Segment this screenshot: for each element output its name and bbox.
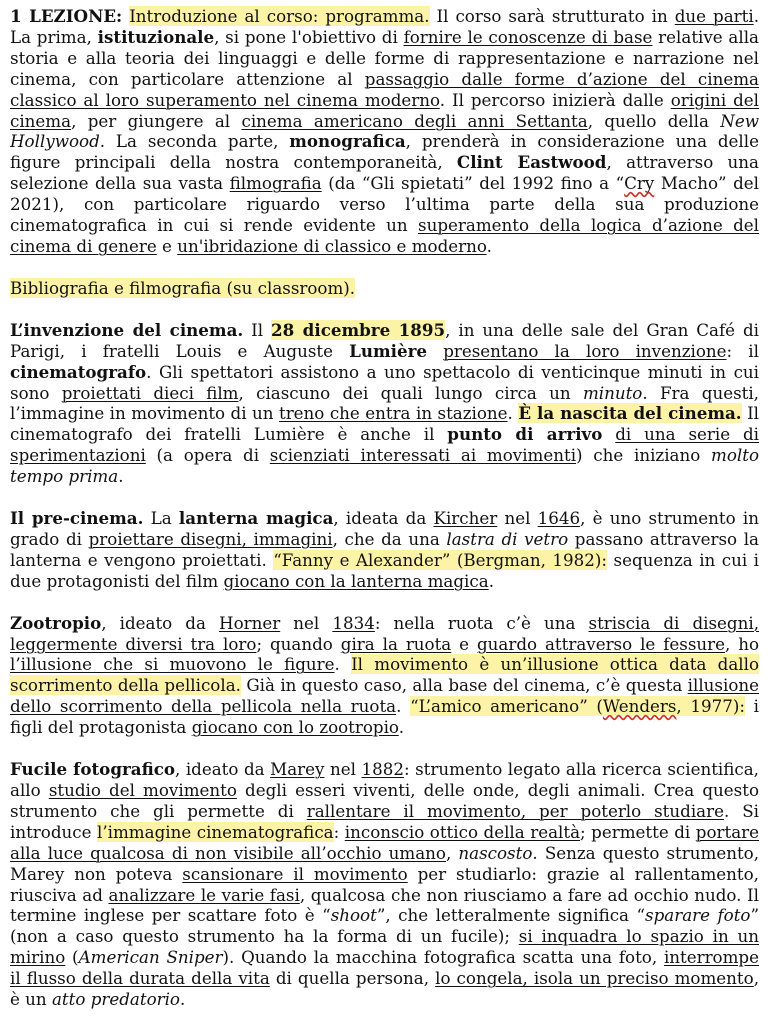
paragraph-bibliografia: [10, 278, 759, 299]
section-heading: L’invenzione del cinema.: [10, 319, 244, 340]
highlight-date: 28 dicembre 1895: [271, 319, 446, 340]
highlight-illusione: Il movimento è un’illusione ottica data dallo scorrimento della pellicola.: [10, 654, 760, 696]
paragraph-invenzione: L’invenzione del cinema. Il 28 dicembre 1895, in una delle sale del Gran Café di Parigi, i fratelli Louis e Auguste Lumière presentano la loro invenzione: il cinematografo. Gli spettatori assistono a uno spettacolo di venticinque minuti in cui sono proiettati dieci film, ciascuno dei quali lungo circa un minuto. Fra questi, l’immagine in movimento di un treno che entra in stazione. È la nascita del cinema. Il cinematografo dei fratelli Lumière è anche il punto di arrivo di una serie di sperimentazioni (a opera di scienziati interessati ai movimenti) che iniziano molto tempo prima.: [10, 319, 760, 487]
paragraph-zootropio: Zootropio, ideato da Horner nel 1834: nella ruota c’è una striscia di disegni, leggermente diversi tra loro; quando gira la ruota e guardo attraverso le fessure, ho l’illusione che si muovono le figure. Il movimento è un’illusione ottica data dallo scorrimento della pellicola. Già in questo caso, alla base del cinema, c’è questa illusione dello scorrimento della pellicola nella ruota. “L’amico americano” (Wenders, 1977): i figli del protagonista giocano con lo zootropio.: [10, 612, 760, 738]
lesson-label: 1 LEZIONE:: [10, 6, 123, 26]
highlight-film-reference: “L’amico americano” (Wenders, 1977):: [410, 696, 745, 717]
section-heading: Zootropio: [10, 612, 102, 633]
highlight-nascita: È la nascita del cinema.: [518, 403, 742, 424]
section-heading: Fucile fotografico: [10, 759, 176, 780]
paragraph-lezione: 1 LEZIONE: Introduzione al corso: programma. Il corso sarà strutturato in due parti. La prima, istituzionale, si pone l'obiettivo di fornire le conoscenze di base relative alla storia e alla teoria dei linguaggi e delle forme di rappresentazione e narrazione nel cinema, con particolare attenzione al passaggio dalle forme d’azione del cinema classico al loro superamento nel cinema moderno. Il percorso inizierà dalle origini del cinema, per giungere al cinema americano degli anni Settanta, quello della New Hollywood. La seconda parte, monografica, prenderà in considerazione una delle figure principali della nostra contemporaneità, Clint Eastwood, attraverso una selezione della sua vasta filmografia (da “Gli spietati” del 1992 fino a “Cry Macho” del 2021), con particolare riguardo verso l’ultima parte della sua produzione cinematografica in cui si rende evidente un superamento della logica d’azione del cinema di genere e un'ibridazione di classico e moderno.: [10, 6, 759, 256]
section-heading: Il pre-cinema.: [10, 508, 144, 529]
highlight-bibliografia: Bibliografia e filmografia (su classroom).: [10, 277, 356, 298]
highlight-film-reference: “Fanny e Alexander” (Bergman, 1982):: [273, 549, 608, 570]
paragraph-fucile: Fucile fotografico, ideato da Marey nel 1882: strumento legato alla ricerca scientifica, allo studio del movimento degli esseri viventi, delle onde, degli animali. Crea questo strumento che gli permette di rallentare il movimento, per poterlo studiare. Si introduce l’immagine cinematografica: inconscio ottico della realtà; permette di portare alla luce qualcosa di non visibile all’occhio umano, nascosto. Senza questo strumento, Marey non poteva scansionare il movimento per studiarlo: grazie al rallentamento, riusciva ad analizzare le varie fasi, qualcosa che non riusciamo a fare ad occhio nudo. Il termine inglese per scattare foto è “shoot”, che letteralmente significa “sparare foto” (non a caso questo strumento ha la forma di un fucile); si inquadra lo spazio in un mirino (American Sniper). Quando la macchina fotografica scatta una foto, interrompe il flusso della durata della vita di quella persona, lo congela, isola un preciso momento, è un atto predatorio.: [10, 759, 759, 1010]
highlight-course-intro: Introduzione al corso: programma.: [129, 6, 430, 26]
paragraph-pre-cinema: Il pre-cinema. La lanterna magica, ideata da Kircher nel 1646, è uno strumento in grado di proiettare disegni, immagini, che da una lastra di vetro passano attraverso la lanterna e vengono proiettati. “Fanny e Alexander” (Bergman, 1982): sequenza in cui i due protagonisti del film giocano con la lanterna magica.: [10, 508, 759, 591]
spellcheck-mark: Cry: [624, 173, 655, 194]
highlight-immagine: l’immagine cinematografica: [97, 821, 334, 842]
spellcheck-mark: Wenders: [602, 696, 677, 717]
